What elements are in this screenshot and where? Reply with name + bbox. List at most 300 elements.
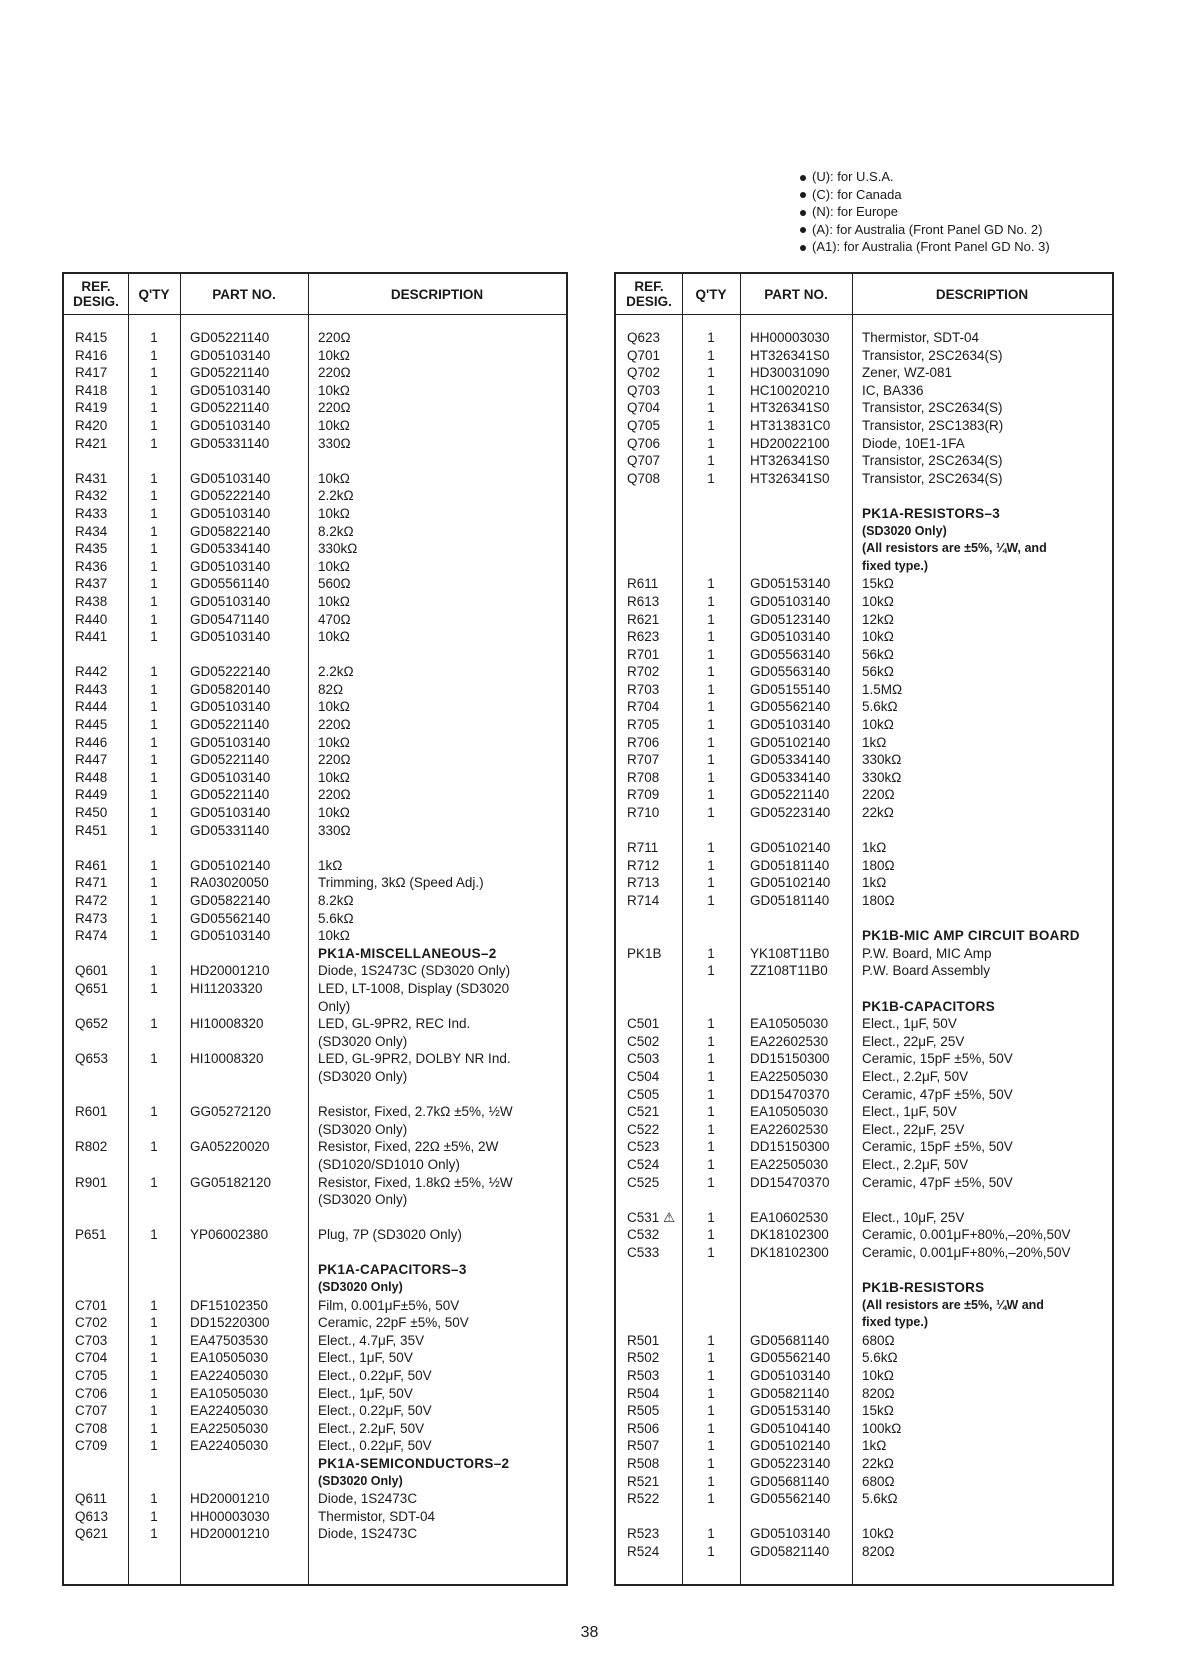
table-row (64, 892, 566, 910)
table-row (616, 857, 1112, 875)
quantity: 1 (707, 1209, 715, 1225)
part-number: GD05822140 (190, 523, 271, 539)
ref-desig: R521 (627, 1473, 660, 1489)
description: Transistor, 2SC2634(S) (862, 347, 1003, 363)
ref-desig: R706 (627, 734, 660, 750)
quantity: 1 (707, 717, 715, 733)
table-row (64, 1437, 566, 1455)
part-number: HT326341S0 (750, 400, 830, 416)
description: 820Ω (862, 1543, 895, 1559)
quantity: 1 (707, 470, 715, 486)
quantity: 1 (707, 875, 715, 891)
table-row (64, 487, 566, 505)
spacer-row (616, 1261, 1112, 1279)
part-number: GD05222140 (190, 488, 271, 504)
part-number: HD20001210 (190, 1491, 270, 1507)
part-number: GD05102140 (750, 1438, 831, 1454)
ref-desig: R461 (75, 857, 108, 873)
table-row (64, 927, 566, 945)
description: 10kΩ (318, 417, 350, 433)
description: Thermistor, SDT-04 (318, 1508, 436, 1524)
ref-desig: Q611 (75, 1491, 108, 1507)
quantity: 1 (707, 576, 715, 592)
part-number: GD05103140 (190, 347, 271, 363)
quantity: 1 (150, 1526, 158, 1542)
table-row (616, 839, 1112, 857)
legend-item (800, 238, 1050, 256)
ref-desig: C524 (627, 1156, 660, 1172)
table-row (64, 1050, 566, 1068)
ref-desig: R601 (75, 1104, 108, 1120)
ref-desig: Q702 (627, 365, 661, 381)
table-row (64, 558, 566, 576)
description: Resistor, Fixed, 22Ω ±5%, 2W (318, 1139, 499, 1155)
section-title: PK1B-RESISTORS (862, 1280, 985, 1296)
section-heading (64, 1261, 566, 1279)
ref-desig: C504 (627, 1068, 660, 1084)
part-number: GD05561140 (190, 576, 270, 592)
table-row (64, 962, 566, 980)
description: Resistor, Fixed, 2.7kΩ ±5%, ½W (318, 1104, 513, 1120)
ref-desig: C502 (627, 1033, 660, 1049)
description: 10kΩ (862, 629, 894, 645)
ref-desig: C704 (75, 1350, 108, 1366)
table-row (616, 945, 1112, 963)
part-number: EA22602530 (750, 1121, 829, 1137)
quantity: 1 (150, 1174, 158, 1190)
spacer-row (616, 822, 1112, 840)
table-row (616, 751, 1112, 769)
quantity: 1 (150, 769, 158, 785)
ref-desig: C532 (627, 1227, 660, 1243)
header-description: DESCRIPTION (390, 286, 484, 302)
description: Elect., 22μF, 25V (862, 1121, 965, 1137)
table-row (64, 1033, 566, 1051)
part-number: HD20022100 (750, 435, 830, 451)
description: Transistor, 2SC2634(S) (862, 400, 1003, 416)
page-number: 38 (580, 1624, 599, 1641)
quantity: 1 (150, 787, 158, 803)
part-number: GD05563140 (750, 664, 831, 680)
section-note (616, 558, 1112, 576)
description: 10kΩ (318, 805, 350, 821)
quantity: 1 (150, 734, 158, 750)
part-number: GD05102140 (750, 734, 831, 750)
spacer-row (616, 1508, 1112, 1526)
table-row (64, 1367, 566, 1385)
part-number: HT326341S0 (750, 470, 830, 486)
table-row (64, 523, 566, 541)
section-note (616, 1297, 1112, 1315)
part-number: EA47503530 (190, 1332, 269, 1348)
spacer-row (616, 910, 1112, 928)
ref-desig: R707 (627, 752, 660, 768)
table-row (64, 628, 566, 646)
description: 10kΩ (862, 593, 894, 609)
description: 8.2kΩ (318, 523, 354, 539)
description: (SD3020 Only) (318, 1192, 408, 1208)
quantity: 1 (707, 330, 715, 345)
description: Elect., 1μF, 50V (862, 1016, 957, 1032)
description: 10kΩ (862, 1526, 894, 1542)
quantity: 1 (150, 1297, 158, 1313)
ref-desig: R703 (627, 681, 660, 697)
ref-desig: Q651 (75, 980, 109, 996)
section-note (616, 540, 1112, 558)
part-number: GD05221140 (190, 717, 270, 733)
table-row (616, 1437, 1112, 1455)
part-number: EA22602530 (750, 1033, 829, 1049)
description: 220Ω (318, 787, 351, 803)
description: Film, 0.001μF±5%, 50V (318, 1297, 460, 1313)
quantity: 1 (150, 681, 158, 697)
table-row (616, 734, 1112, 752)
quantity: 1 (707, 629, 715, 645)
legend-item (800, 221, 1050, 239)
ref-desig: R431 (75, 470, 108, 486)
table-row (64, 329, 566, 347)
quantity: 1 (150, 1315, 158, 1331)
description: P.W. Board, MIC Amp (862, 945, 992, 961)
part-number: EA10505030 (190, 1350, 269, 1366)
table-row (64, 399, 566, 417)
description: 220Ω (318, 400, 351, 416)
table-row (616, 364, 1112, 382)
quantity: 1 (707, 769, 715, 785)
section-title: PK1A-SEMICONDUCTORS–2 (318, 1456, 510, 1471)
table-row (64, 540, 566, 558)
table-row (616, 1121, 1112, 1139)
ref-desig: Q621 (75, 1526, 109, 1542)
ref-desig: R415 (75, 330, 108, 345)
ref-desig: R473 (75, 910, 108, 926)
ref-desig: R713 (627, 875, 660, 891)
description: 15kΩ (862, 1403, 894, 1419)
description: (SD3020 Only) (318, 1068, 408, 1084)
quantity: 1 (150, 1016, 158, 1032)
quantity: 1 (150, 365, 158, 381)
ref-desig: R714 (627, 893, 660, 908)
part-number: HT326341S0 (750, 453, 830, 469)
part-number: ZZ108T11B0 (750, 963, 828, 979)
table-row (64, 716, 566, 734)
quantity: 1 (707, 1491, 715, 1507)
quantity: 1 (707, 1368, 715, 1384)
table-row (616, 575, 1112, 593)
description: LED, GL-9PR2, DOLBY NR Ind. (318, 1051, 511, 1067)
table-row (616, 1367, 1112, 1385)
section-heading (616, 998, 1112, 1016)
ref-desig: R420 (75, 417, 108, 433)
legend-text: (N): for Europe (812, 204, 898, 219)
bullet-icon (800, 175, 806, 181)
description: 5.6kΩ (318, 910, 354, 926)
description: Elect., 22μF, 25V (862, 1033, 965, 1049)
table-row (616, 1174, 1112, 1192)
ref-desig: C708 (75, 1420, 108, 1436)
quantity: 1 (150, 928, 158, 944)
section-note-text: (All resistors are ±5%, ¼W, and (862, 541, 1047, 556)
ref-desig: R506 (627, 1420, 660, 1436)
quantity: 1 (150, 1104, 158, 1120)
table-row (616, 1086, 1112, 1104)
description: 2.2kΩ (318, 664, 354, 680)
description: 1kΩ (318, 857, 343, 873)
table-row (616, 593, 1112, 611)
bullet-icon (800, 210, 806, 216)
quantity: 1 (150, 400, 158, 416)
ref-desig: Q706 (627, 435, 661, 451)
ref-desig: Q705 (627, 417, 661, 433)
table-row (64, 786, 566, 804)
description: Zener, WZ-081 (862, 365, 953, 381)
spacer-row (64, 1086, 566, 1104)
description: Ceramic, 0.001μF+80%,–20%,50V (862, 1244, 1071, 1260)
part-number: HC10020210 (750, 382, 830, 398)
ref-desig: C702 (75, 1315, 108, 1331)
table-row (64, 417, 566, 435)
quantity: 1 (150, 1051, 158, 1067)
section-note (616, 523, 1112, 541)
part-number: GD05471140 (190, 611, 270, 627)
spacer-row (64, 452, 566, 470)
ref-desig: R471 (75, 875, 108, 891)
part-number: GD05223140 (750, 1456, 831, 1471)
part-number: GA05220020 (190, 1139, 270, 1155)
spacer-row (616, 1191, 1112, 1209)
table-row (64, 611, 566, 629)
ref-desig: R507 (627, 1438, 660, 1454)
table-row (616, 417, 1112, 435)
spacer-row (64, 1209, 566, 1227)
quantity: 1 (707, 1456, 715, 1471)
table-row (64, 593, 566, 611)
quantity: 1 (707, 840, 715, 856)
table-row (64, 1138, 566, 1156)
ref-desig: R417 (75, 365, 108, 381)
table-body (616, 329, 1112, 1561)
quantity: 1 (150, 752, 158, 768)
ref-desig: R702 (627, 664, 660, 680)
ref-desig: R704 (627, 699, 660, 715)
table-row (616, 1525, 1112, 1543)
description: Plug, 7P (SD3020 Only) (318, 1227, 462, 1243)
table-row (64, 1508, 566, 1526)
ref-desig: R442 (75, 664, 108, 680)
description: Diode, 1S2473C (318, 1491, 418, 1507)
part-number: GD05153140 (750, 576, 831, 592)
spacer-row (64, 1244, 566, 1262)
section-heading (616, 1279, 1112, 1297)
description: 1kΩ (862, 840, 887, 856)
description: Ceramic, 47pF ±5%, 50V (862, 1086, 1013, 1102)
table-row (64, 1490, 566, 1508)
quantity: 1 (150, 470, 158, 486)
description: 22kΩ (862, 805, 894, 821)
table-row (616, 1455, 1112, 1473)
quantity: 1 (707, 453, 715, 469)
part-number: GD05103140 (190, 505, 271, 521)
table-row (64, 470, 566, 488)
part-number: GD05103140 (190, 629, 271, 645)
ref-desig: R501 (627, 1332, 660, 1348)
ref-desig: R450 (75, 805, 108, 821)
bullet-icon (800, 192, 806, 198)
description: 12kΩ (862, 611, 894, 627)
description: 10kΩ (318, 505, 350, 521)
description: 10kΩ (318, 629, 350, 645)
description: Only) (318, 998, 351, 1014)
section-title: PK1B-CAPACITORS (862, 998, 996, 1014)
ref-desig: Q708 (627, 470, 661, 486)
ref-desig: R701 (627, 646, 660, 662)
table-row (64, 734, 566, 752)
header-part-no: PART NO. (212, 286, 276, 302)
part-number: DD15470370 (750, 1086, 830, 1102)
table-row (64, 681, 566, 699)
table-row (64, 1191, 566, 1209)
table-row (616, 786, 1112, 804)
quantity: 1 (707, 1086, 715, 1102)
spacer-row (616, 487, 1112, 505)
quantity: 1 (707, 1156, 715, 1172)
quantity: 1 (150, 611, 158, 627)
description: (SD3020 Only) (318, 1033, 408, 1049)
quantity: 1 (707, 1332, 715, 1348)
ref-desig: Q653 (75, 1051, 109, 1067)
table-row (616, 1244, 1112, 1262)
ref-desig: R441 (75, 629, 108, 645)
table-row (616, 962, 1112, 980)
part-number: HD30031090 (750, 365, 830, 381)
quantity: 1 (150, 330, 158, 345)
quantity: 1 (707, 1139, 715, 1155)
quantity: 1 (707, 611, 715, 627)
part-number: GD05103140 (750, 717, 831, 733)
part-number: EA22405030 (190, 1403, 269, 1419)
part-number: EA22405030 (190, 1438, 269, 1454)
description: 10kΩ (318, 593, 350, 609)
parts-table-right (614, 272, 1114, 1586)
description: 10kΩ (318, 734, 350, 750)
ref-desig: R445 (75, 717, 108, 733)
part-number: GD05103140 (190, 558, 271, 574)
table-row (616, 347, 1112, 365)
part-number: GD05221140 (190, 752, 270, 768)
part-number: GD05103140 (190, 417, 271, 433)
part-number: GD05562140 (750, 1491, 831, 1507)
quantity: 1 (707, 1016, 715, 1032)
ref-desig: R432 (75, 488, 108, 504)
part-number: GD05103140 (750, 629, 831, 645)
ref-desig: Q704 (627, 400, 661, 416)
quantity: 1 (150, 629, 158, 645)
ref-desig: C505 (627, 1086, 660, 1102)
part-number: GD05820140 (190, 681, 271, 697)
part-number: GD05334140 (190, 541, 271, 557)
table-row (64, 698, 566, 716)
part-number: GD05334140 (750, 769, 831, 785)
part-number: DD15470370 (750, 1174, 830, 1190)
table-row (64, 1349, 566, 1367)
table-row (616, 382, 1112, 400)
description: 82Ω (318, 681, 344, 697)
table-row (64, 1226, 566, 1244)
description: 10kΩ (318, 470, 350, 486)
table-row (616, 1103, 1112, 1121)
description: 22kΩ (862, 1456, 894, 1471)
quantity: 1 (707, 945, 715, 961)
part-number: HT326341S0 (750, 347, 830, 363)
part-number: EA10505030 (190, 1385, 269, 1401)
ref-desig: R447 (75, 752, 108, 768)
ref-desig: C521 (627, 1104, 660, 1120)
ref-desig: R709 (627, 787, 660, 803)
description: Transistor, 2SC1383(R) (862, 417, 1004, 433)
table-row (616, 1033, 1112, 1051)
quantity: 1 (150, 1332, 158, 1348)
description: 1kΩ (862, 1438, 887, 1454)
section-note-text: (All resistors are ±5%, ¼W and (862, 1297, 1044, 1312)
description: Elect., 1μF, 50V (318, 1350, 413, 1366)
table-row (64, 1174, 566, 1192)
part-number: HI10008320 (190, 1051, 264, 1067)
description: Elect., 2.2μF, 50V (862, 1068, 969, 1084)
description: 5.6kΩ (862, 1350, 898, 1366)
ref-desig: R711 (627, 840, 659, 856)
part-number: EA22505030 (750, 1068, 829, 1084)
part-number: GD05103140 (190, 699, 271, 715)
part-number: EA22505030 (750, 1156, 829, 1172)
part-number: HI10008320 (190, 1016, 264, 1032)
section-note (64, 1279, 566, 1297)
ref-desig: R710 (627, 805, 660, 821)
part-number: DK18102300 (750, 1227, 829, 1243)
parts-table-left (62, 272, 568, 1586)
spacer-row (64, 839, 566, 857)
part-number: GD05563140 (750, 646, 831, 662)
table-row (616, 1385, 1112, 1403)
table-row (616, 1138, 1112, 1156)
ref-desig: C522 (627, 1121, 660, 1137)
description: Transistor, 2SC2634(S) (862, 470, 1003, 486)
ref-desig: R421 (75, 435, 108, 451)
description: Ceramic, 15pF ±5%, 50V (862, 1139, 1013, 1155)
description: 56kΩ (862, 646, 894, 662)
part-number: GD05821140 (750, 1543, 830, 1559)
description: Elect., 0.22μF, 50V (318, 1368, 432, 1384)
description: 1kΩ (862, 875, 887, 891)
header-qty: Q'TY (695, 286, 727, 302)
section-heading (64, 1455, 566, 1473)
table-row (616, 646, 1112, 664)
part-number: HD20001210 (190, 1526, 270, 1542)
table-row (64, 980, 566, 998)
quantity: 1 (150, 805, 158, 821)
legend-text: (A1): for Australia (Front Panel GD No. 3) (812, 239, 1050, 254)
table-row (64, 347, 566, 365)
description: 10kΩ (318, 347, 350, 363)
table-header (64, 274, 566, 315)
table-row (616, 1068, 1112, 1086)
part-number: EA22505030 (190, 1420, 269, 1436)
part-number: GD05153140 (750, 1403, 831, 1419)
description: 100kΩ (862, 1420, 902, 1436)
ref-desig: R449 (75, 787, 108, 803)
description: 470Ω (318, 611, 351, 627)
quantity: 1 (150, 893, 158, 908)
quantity: 1 (707, 1473, 715, 1489)
